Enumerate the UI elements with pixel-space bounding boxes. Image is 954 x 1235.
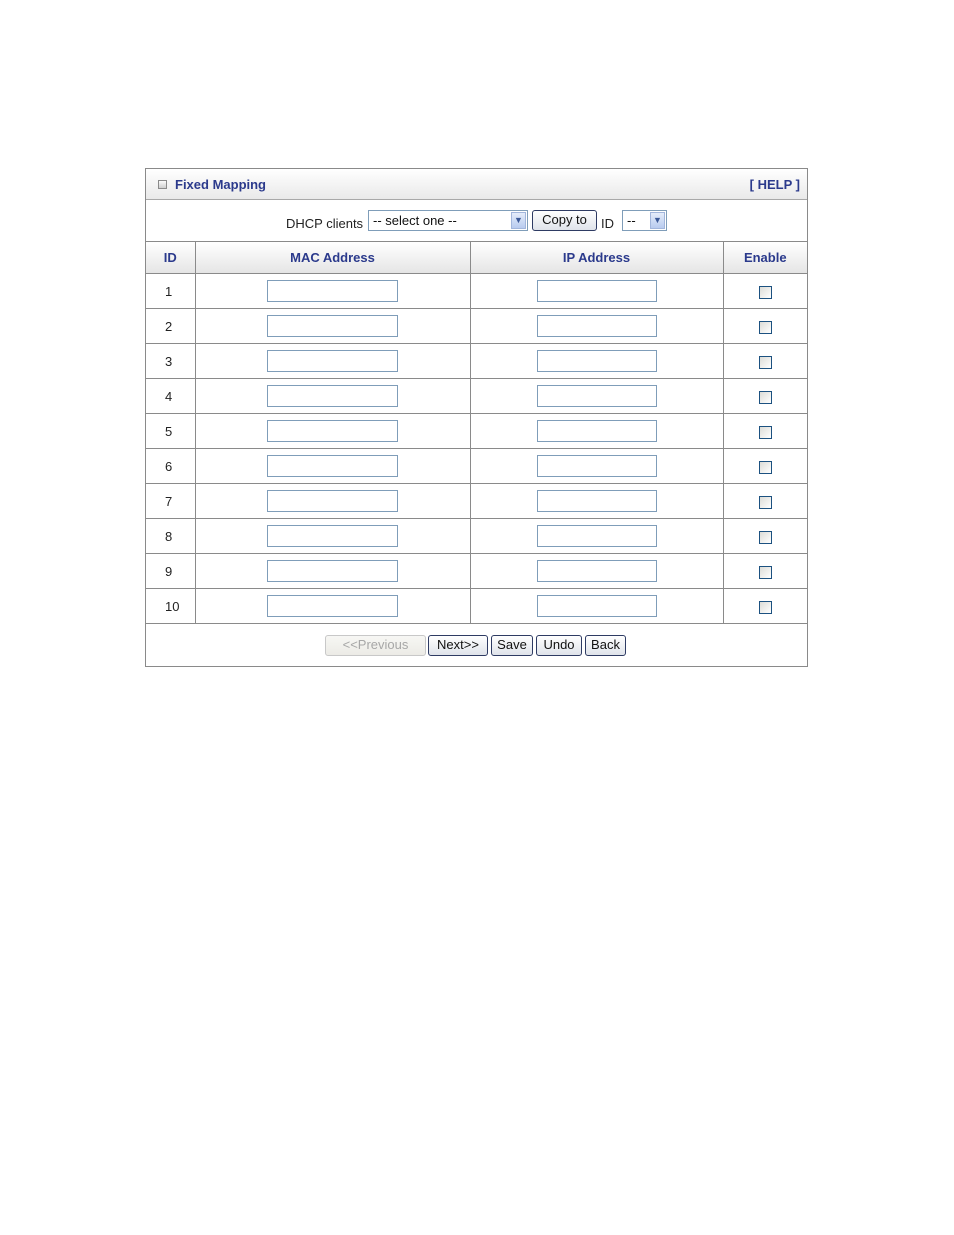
table-row — [146, 344, 807, 379]
table-row — [146, 274, 807, 309]
table-row — [146, 519, 807, 554]
mac-address-input[interactable] — [267, 595, 398, 617]
column-header-ip: IP Address — [470, 242, 723, 274]
column-header-id: ID — [146, 242, 195, 274]
row-id: 7 — [146, 484, 195, 519]
ip-cell — [470, 274, 723, 309]
enable-checkbox[interactable] — [759, 426, 772, 439]
ip-address-input[interactable] — [537, 525, 657, 547]
mac-cell — [195, 309, 470, 344]
enable-cell — [723, 589, 807, 624]
row-id: 6 — [146, 449, 195, 484]
mac-address-input[interactable] — [267, 385, 398, 407]
enable-checkbox[interactable] — [759, 391, 772, 404]
mac-address-input[interactable] — [267, 315, 398, 337]
mac-cell — [195, 589, 470, 624]
next-button[interactable]: Next>> — [428, 635, 488, 656]
ip-cell — [470, 344, 723, 379]
mac-address-input[interactable] — [267, 490, 398, 512]
enable-cell — [723, 274, 807, 309]
enable-cell — [723, 344, 807, 379]
row-id: 2 — [146, 309, 195, 344]
row-id: 5 — [146, 414, 195, 449]
ip-address-input[interactable] — [537, 490, 657, 512]
table-row — [146, 379, 807, 414]
help-link[interactable]: [ HELP ] — [749, 177, 800, 192]
ip-cell — [470, 589, 723, 624]
mac-address-input[interactable] — [267, 525, 398, 547]
id-select-value: -- — [627, 213, 636, 228]
enable-checkbox[interactable] — [759, 461, 772, 474]
table-row — [146, 484, 807, 519]
mac-address-input[interactable] — [267, 350, 398, 372]
enable-cell — [723, 414, 807, 449]
back-button[interactable]: Back — [585, 635, 626, 656]
dhcp-clients-row — [146, 200, 807, 242]
ip-address-input[interactable] — [537, 420, 657, 442]
table-row — [146, 589, 807, 624]
mac-address-input[interactable] — [267, 280, 398, 302]
undo-button[interactable]: Undo — [536, 635, 582, 656]
save-button[interactable]: Save — [491, 635, 533, 656]
table-row — [146, 414, 807, 449]
enable-cell — [723, 449, 807, 484]
id-label: ID — [601, 216, 614, 231]
ip-address-input[interactable] — [537, 315, 657, 337]
mac-address-input[interactable] — [267, 455, 398, 477]
mac-cell — [195, 344, 470, 379]
enable-checkbox[interactable] — [759, 321, 772, 334]
enable-cell — [723, 554, 807, 589]
ip-address-input[interactable] — [537, 455, 657, 477]
mac-cell — [195, 379, 470, 414]
enable-checkbox[interactable] — [759, 286, 772, 299]
ip-address-input[interactable] — [537, 280, 657, 302]
ip-cell — [470, 449, 723, 484]
ip-address-input[interactable] — [537, 385, 657, 407]
enable-checkbox[interactable] — [759, 496, 772, 509]
enable-cell — [723, 484, 807, 519]
table-row — [146, 449, 807, 484]
row-id: 3 — [146, 344, 195, 379]
ip-cell — [470, 309, 723, 344]
chevron-down-icon[interactable]: ▼ — [511, 212, 526, 229]
mac-cell — [195, 449, 470, 484]
fixed-mapping-panel — [145, 168, 808, 667]
dhcp-clients-select-value: -- select one -- — [373, 213, 457, 228]
ip-cell — [470, 554, 723, 589]
ip-cell — [470, 519, 723, 554]
previous-button[interactable]: <<Previous — [325, 635, 426, 656]
ip-cell — [470, 484, 723, 519]
table-row — [146, 554, 807, 589]
panel-titlebar — [146, 169, 807, 200]
mac-cell — [195, 554, 470, 589]
enable-cell — [723, 309, 807, 344]
copy-to-button[interactable]: Copy to — [532, 210, 597, 231]
row-id: 1 — [146, 274, 195, 309]
button-bar — [146, 624, 807, 666]
enable-checkbox[interactable] — [759, 356, 772, 369]
ip-address-input[interactable] — [537, 595, 657, 617]
row-id: 9 — [146, 554, 195, 589]
dhcp-clients-label: DHCP clients — [286, 216, 364, 231]
table-row — [146, 309, 807, 344]
enable-checkbox[interactable] — [759, 601, 772, 614]
fixed-mapping-table — [146, 242, 807, 624]
row-id: 4 — [146, 379, 195, 414]
dhcp-clients-select[interactable] — [368, 210, 528, 231]
panel-title: Fixed Mapping — [175, 177, 266, 192]
column-header-enable: Enable — [723, 242, 807, 274]
enable-cell — [723, 519, 807, 554]
ip-cell — [470, 379, 723, 414]
row-id: 8 — [146, 519, 195, 554]
mac-cell — [195, 274, 470, 309]
mac-cell — [195, 414, 470, 449]
square-bullet-icon — [158, 180, 167, 189]
id-select[interactable] — [622, 210, 667, 231]
enable-checkbox[interactable] — [759, 566, 772, 579]
ip-address-input[interactable] — [537, 560, 657, 582]
mac-address-input[interactable] — [267, 560, 398, 582]
mac-address-input[interactable] — [267, 420, 398, 442]
chevron-down-icon[interactable]: ▼ — [650, 212, 665, 229]
ip-cell — [470, 414, 723, 449]
mac-cell — [195, 519, 470, 554]
column-header-mac: MAC Address — [195, 242, 470, 274]
ip-address-input[interactable] — [537, 350, 657, 372]
table-header-row — [146, 242, 807, 274]
enable-cell — [723, 379, 807, 414]
row-id: 10 — [146, 589, 195, 624]
enable-checkbox[interactable] — [759, 531, 772, 544]
mac-cell — [195, 484, 470, 519]
